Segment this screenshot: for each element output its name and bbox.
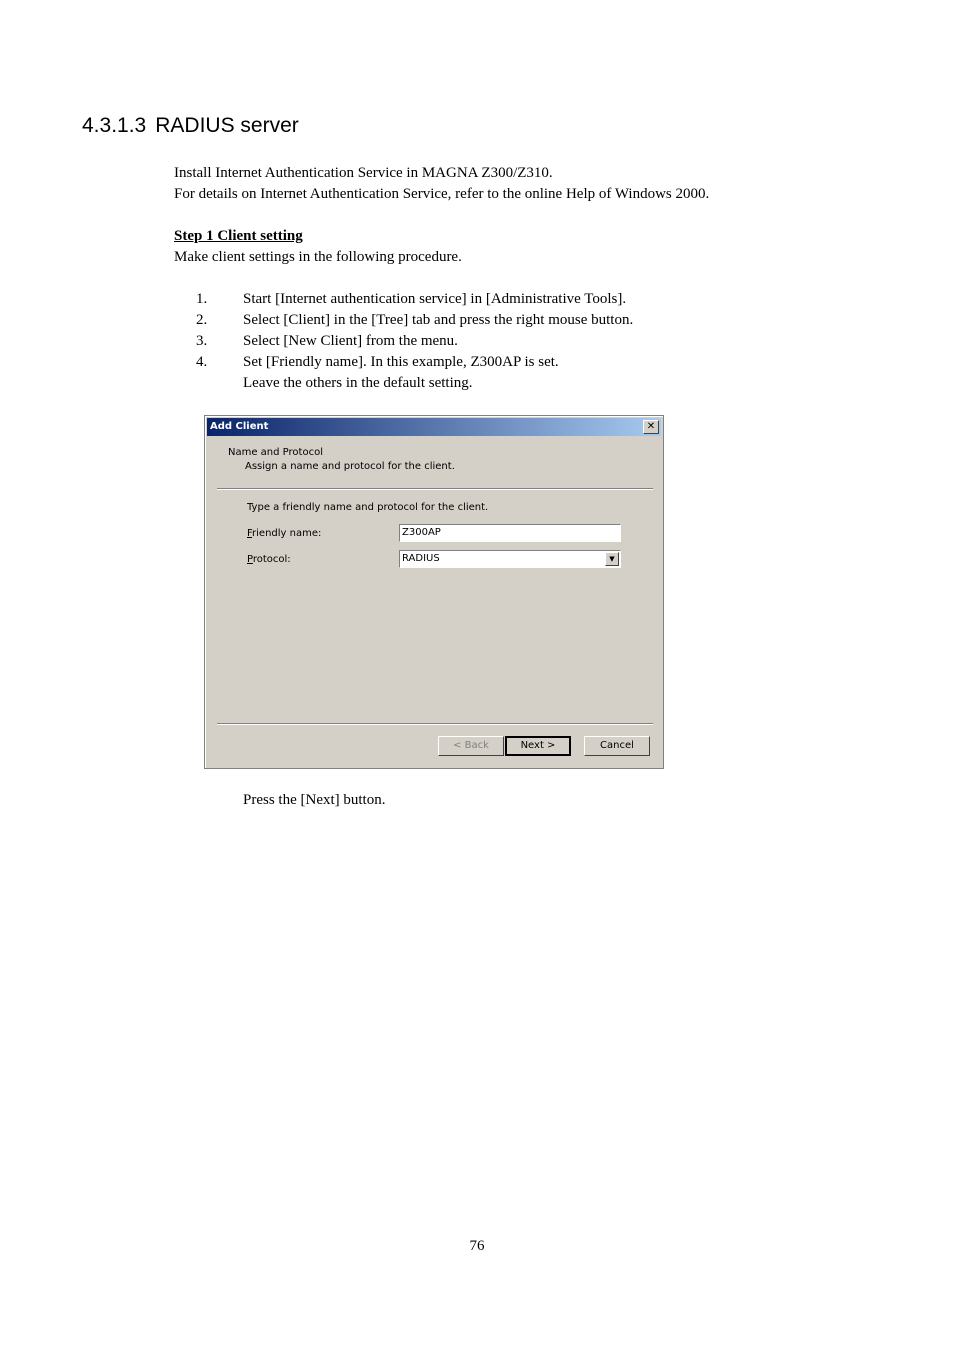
protocol-label: Protocol: (247, 554, 291, 565)
list-text: Start [Internet authentication service] in [Administrative Tools]. (243, 291, 627, 307)
protocol-select[interactable] (399, 550, 621, 568)
friendly-name-value: Z300AP (402, 527, 441, 538)
step-title: Step 1 Client setting (174, 228, 303, 244)
cancel-button[interactable]: Cancel (584, 736, 650, 756)
intro-line-1: Install Internet Authentication Service in MAGNA Z300/Z310. (174, 165, 553, 181)
list-number: 2. (196, 312, 208, 328)
chevron-down-icon[interactable]: ▼ (605, 552, 619, 566)
section-heading (82, 114, 299, 138)
dialog-titlebar[interactable] (207, 418, 661, 436)
list-text: Select [New Client] from the menu. (243, 333, 458, 349)
friendly-name-label: Friendly name: (247, 528, 322, 539)
section-number: 4.3.1.3 (82, 114, 147, 137)
wizard-header-subtitle: Assign a name and protocol for the client. (245, 461, 455, 472)
close-icon[interactable]: ✕ (643, 420, 659, 434)
next-button[interactable]: Next > (505, 736, 571, 756)
list-item (174, 331, 633, 352)
list-number: 4. (196, 354, 208, 370)
list-note: Leave the others in the default setting. (243, 375, 473, 391)
list-item-note (174, 373, 633, 394)
list-number: 1. (196, 291, 208, 307)
intro-line-2: For details on Internet Authentication Service, refer to the online Help of Windows 2000. (174, 186, 710, 202)
wizard-instruction: Type a friendly name and protocol for the client. (247, 502, 489, 513)
section-title: RADIUS server (155, 114, 299, 137)
protocol-value: RADIUS (402, 553, 440, 564)
step-description: Make client settings in the following procedure. (174, 249, 462, 265)
list-number: 3. (196, 333, 208, 349)
list-item (174, 310, 633, 331)
wizard-header-title: Name and Protocol (228, 447, 323, 458)
back-button[interactable]: < Back (438, 736, 504, 756)
instruction-after-dialog: Press the [Next] button. (243, 792, 386, 808)
list-item (174, 352, 633, 373)
list-text: Set [Friendly name]. In this example, Z300AP is set. (243, 354, 559, 370)
divider (217, 488, 653, 490)
divider (217, 723, 653, 725)
dialog-title: Add Client (210, 421, 269, 432)
add-client-dialog (204, 415, 664, 769)
friendly-name-input[interactable] (399, 524, 621, 542)
list-text: Select [Client] in the [Tree] tab and press the right mouse button. (243, 312, 634, 328)
list-item (174, 289, 633, 310)
procedure-list (174, 289, 633, 394)
page-number: 76 (469, 1238, 485, 1254)
